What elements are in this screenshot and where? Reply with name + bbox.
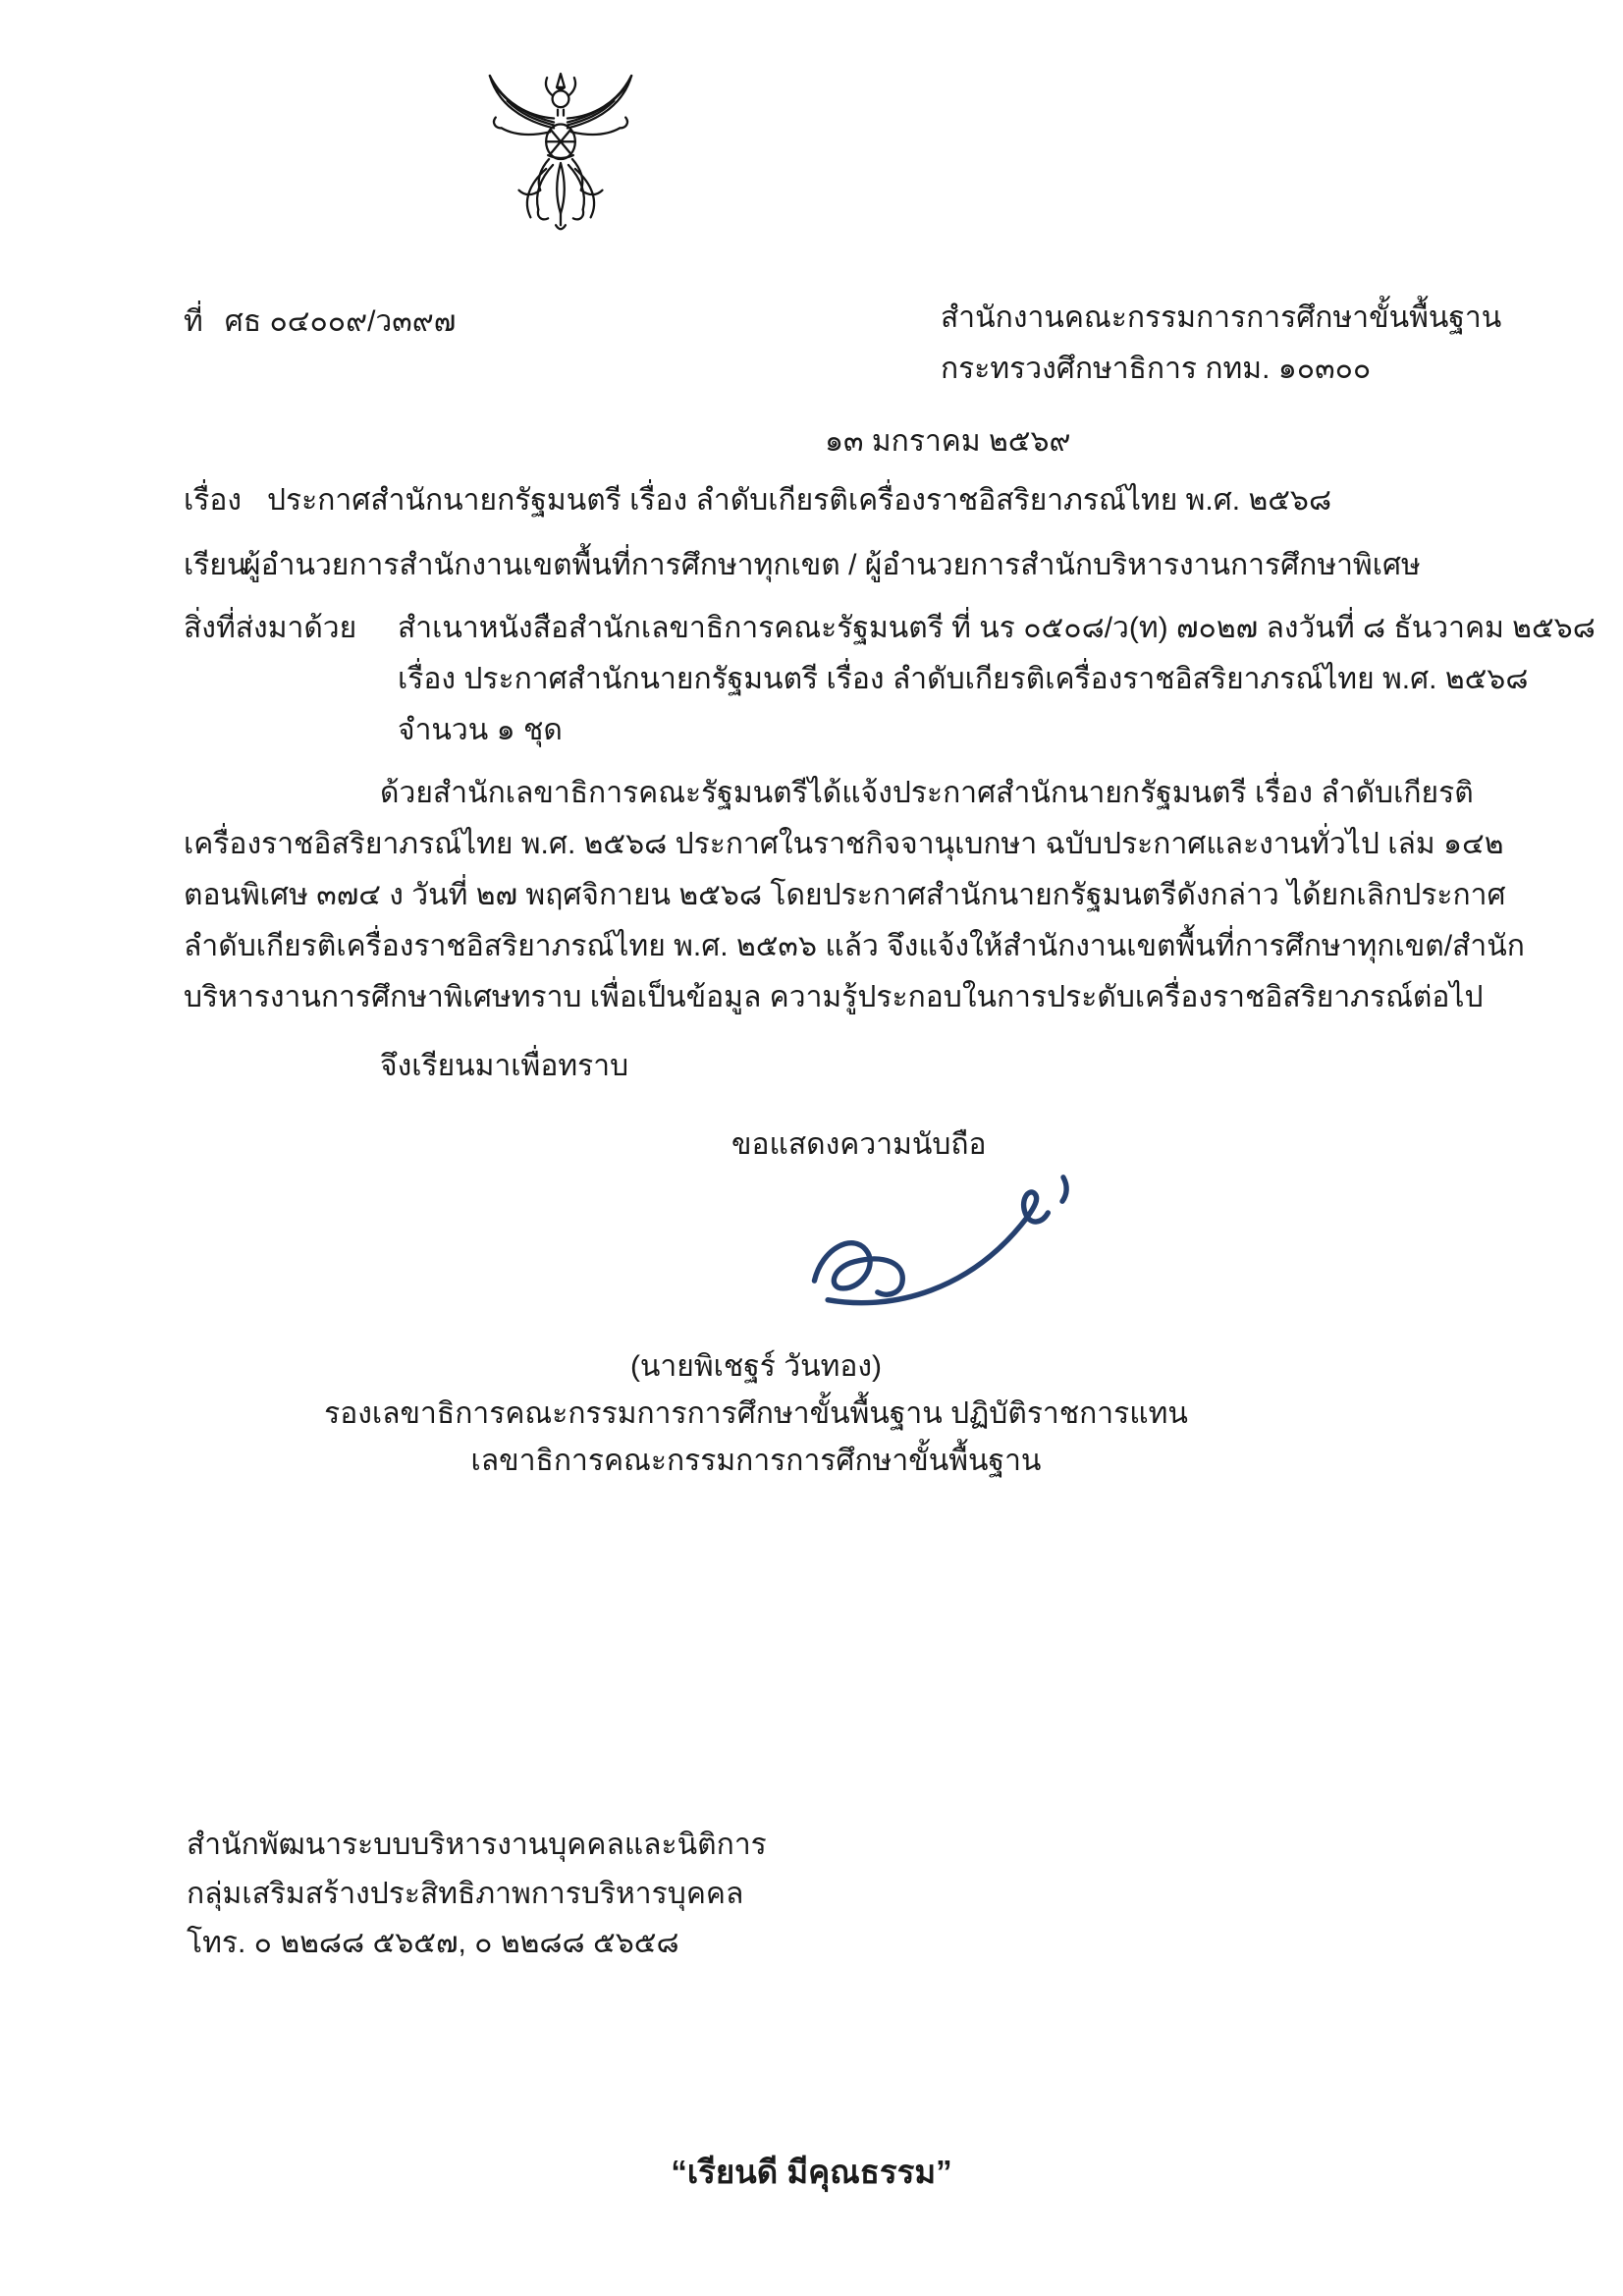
signer-block (147, 1343, 1365, 1485)
attachments-label: สิ่งที่ส่งมาด้วย (184, 612, 357, 644)
handwritten-signature-icon (793, 1167, 1100, 1332)
letter-date: ๑๓ มกราคม ๒๕๖๙ (825, 425, 1071, 458)
closing-line: จึงเรียนมาเพื่อทราบ (380, 1050, 629, 1082)
ref-number: ศธ ๐๔๐๐๙/ว๓๙๗ (224, 305, 457, 338)
garuda-emblem-icon (478, 71, 643, 255)
ref-line (184, 302, 456, 343)
org-name: สำนักงานคณะกรรมการการศึกษาขั้นพื้นฐาน (941, 301, 1502, 334)
ref-label: ที่ (184, 305, 203, 338)
attachments-line-3: จำนวน ๑ ชุด (398, 714, 563, 746)
org-address-block (941, 293, 1501, 395)
signer-title-2: เลขาธิการคณะกรรมการการศึกษาขั้นพื้นฐาน (470, 1445, 1042, 1477)
footer-contact-block (187, 1821, 767, 1968)
slogan: “เรียนดี มีคุณธรรม” (671, 2154, 952, 2190)
salutation: ขอแสดงความนับถือ (731, 1128, 987, 1161)
body-line-3: ตอนพิเศษ ๓๗๔ ง วันที่ ๒๗ พฤศจิกายน ๒๕๖๘ โดยประกาศสำนักนายกรัฐมนตรีดังกล่าว ได้ยกเลิกประกาศ (184, 879, 1506, 911)
signer-title-1: รองเลขาธิการคณะกรรมการการศึกษาขั้นพื้นฐาน ปฏิบัติราชการแทน (324, 1397, 1188, 1430)
subject-label: เรื่อง (184, 484, 243, 517)
footer-phone: โทร. ๐ ๒๒๘๘ ๕๖๕๗, ๐ ๒๒๘๘ ๕๖๕๘ (187, 1927, 679, 1959)
footer-group: กลุ่มเสริมสร้างประสิทธิภาพการบริหารบุคคล (187, 1878, 744, 1910)
to-label: เรียน (184, 549, 247, 581)
body-line-5: บริหารงานการศึกษาพิเศษทราบ เพื่อเป็นข้อมูล ความรู้ประกอบในการประดับเครื่องราชอิสริยาภรณ์ต่อไป (184, 981, 1484, 1013)
signer-name: (นายพิเชฐร์ วันทอง) (629, 1350, 883, 1383)
org-ministry: กระทรวงศึกษาธิการ กทม. ๑๐๓๐๐ (941, 353, 1372, 385)
attachments-line-2: เรื่อง ประกาศสำนักนายกรัฐมนตรี เรื่อง ลำดับเกียรติเครื่องราชอิสริยาภรณ์ไทย พ.ศ. ๒๕๖๘ (398, 663, 1529, 695)
body-line-4: ลำดับเกียรติเครื่องราชอิสริยาภรณ์ไทย พ.ศ. ๒๕๓๖ แล้ว จึงแจ้งให้สำนักงานเขตพื้นที่การศึกษาทุกเขต/สำนัก (184, 930, 1525, 962)
body-line-1: ด้วยสำนักเลขาธิการคณะรัฐมนตรีได้แจ้งประกาศสำนักนายกรัฐมนตรี เรื่อง ลำดับเกียรติ (380, 777, 1474, 809)
attachments-line-1: สำเนาหนังสือสำนักเลขาธิการคณะรัฐมนตรี ที่ นร ๐๕๐๘/ว(ท) ๗๐๒๗ ลงวันที่ ๘ ธันวาคม ๒๕๖๘ (398, 612, 1596, 644)
footer-bureau: สำนักพัฒนาระบบบริหารงานบุคคลและนิติการ (187, 1829, 767, 1861)
body-line-2: เครื่องราชอิสริยาภรณ์ไทย พ.ศ. ๒๕๖๘ ประกาศในราชกิจจานุเบกษา ฉบับประกาศและงานทั่วไป เล่ม ๑๔๒ (184, 828, 1504, 860)
to-text: ผู้อำนวยการสำนักงานเขตพื้นที่การศึกษาทุกเขต / ผู้อำนวยการสำนักบริหารงานการศึกษาพิเศษ (243, 549, 1421, 581)
subject-text: ประกาศสำนักนายกรัฐมนตรี เรื่อง ลำดับเกียรติเครื่องราชอิสริยาภรณ์ไทย พ.ศ. ๒๕๖๘ (267, 484, 1332, 517)
